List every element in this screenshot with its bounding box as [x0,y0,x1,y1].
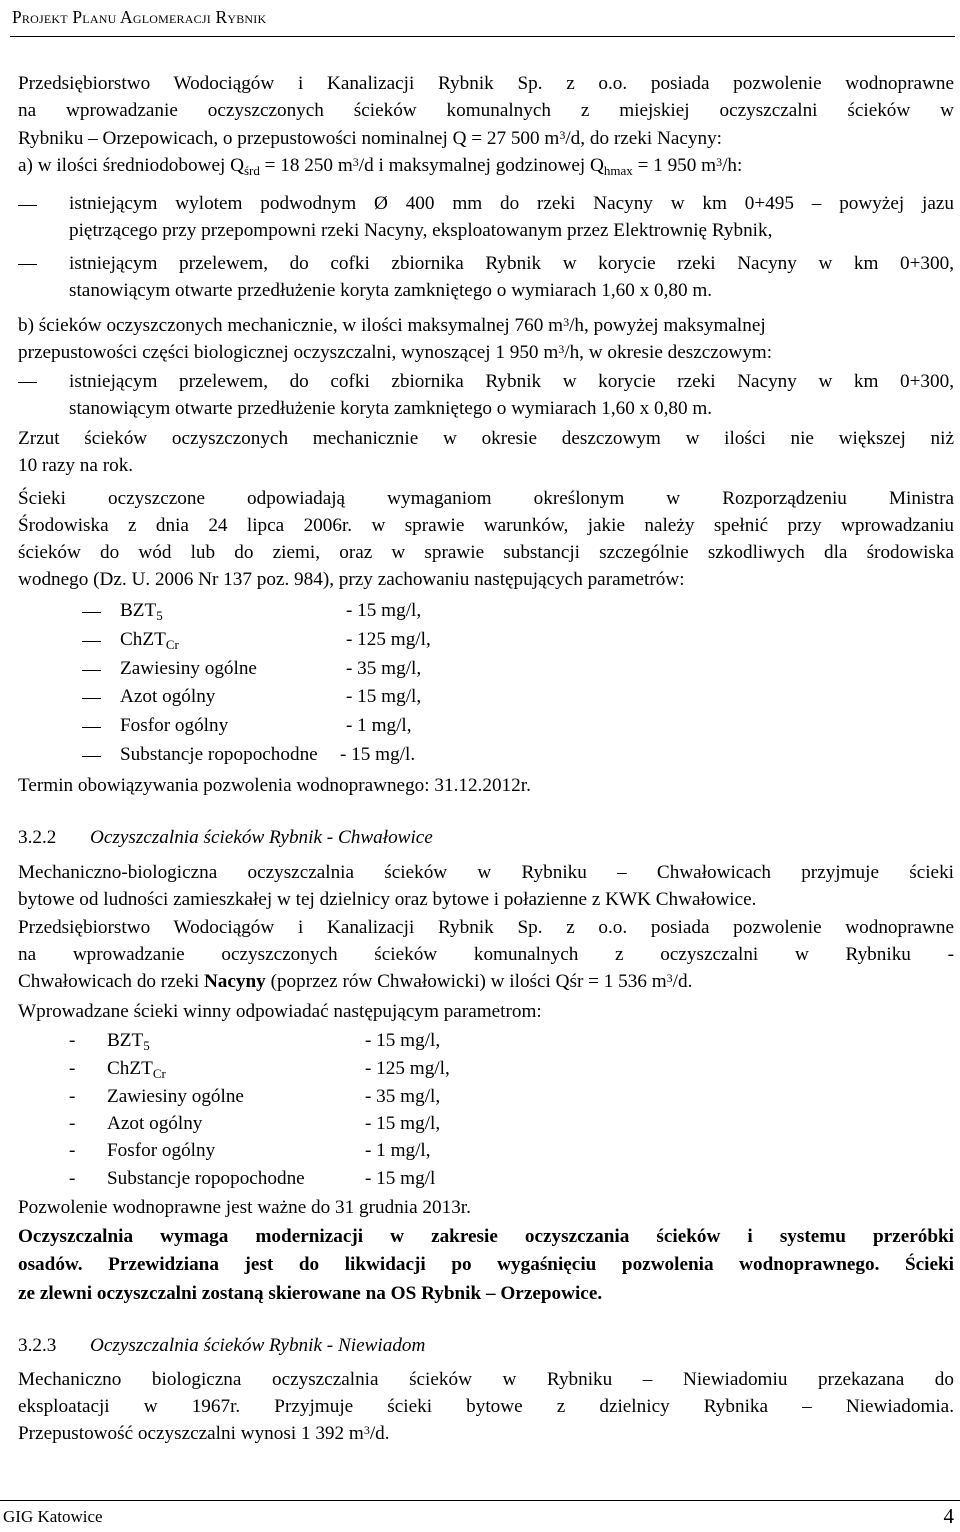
footer-org: GIG Katowice [3,1507,103,1526]
param-name: Zawiesiny ogólne [107,1086,244,1107]
bullet-dash [18,264,37,265]
text-line: na wprowadzanie oczyszczonych ścieków komunalnych z oczyszczalni w Rybniku - [18,944,954,965]
param-value: - 35 mg/l, [346,658,422,679]
param-value: - 125 mg/l, [365,1058,450,1079]
param-name: Azot ogólny [107,1113,203,1134]
param-dash [82,612,101,613]
bullet-line: istniejącym wylotem podwodnym Ø 400 mm do rzeki Nacyny w km 0+495 – powyżej jazu [69,193,954,214]
param-name: Substancje ropopochodne [107,1168,305,1189]
param-value: - 1 mg/l, [365,1140,431,1161]
param-hyphen: - [69,1086,76,1107]
param-value: - 15 mg/l [365,1168,436,1189]
text-line: Chwałowicach do rzeki Nacyny (poprzez rów Chwałowicki) w ilości Qśr = 1 536 $m^3/d$. [18,971,693,992]
param-value: - 15 mg/l, [365,1030,441,1051]
param-dash [82,727,101,728]
param-value: - 35 mg/l, [365,1086,441,1107]
bullet-line: stanowiącym otwarte przedłużenie koryta zamkniętego o wymiarach 1,60 x 0,80 m. [69,398,713,419]
text-line: b) ścieków oczyszczonych mechanicznie, w ilości maksymalnej 760 $m^3/h$, powyżej maksymalnej [18,315,766,336]
text-line: Przedsiębiorstwo Wodociągów i Kanalizacji Rybnik Sp. z o.o. posiada pozwolenie wodnoprawne [18,917,954,938]
bold-line: ze zlewni oczyszczalni zostaną skierowane na OS Rybnik – Orzepowice. [18,1283,603,1304]
param-value: - 15 mg/l, [346,600,422,621]
text-line: Zrzut ścieków oczyszczonych mechanicznie w okresie deszczowym w ilości nie większej niż [18,428,954,449]
section-heading: 3.2.2 Oczyszczalnia ścieków Rybnik - Chwałowice [18,827,433,848]
page-footer [0,1500,960,1532]
bold-line: osadów. Przewidziana jest do likwidacji po wygaśnięciu pozwolenia wodnoprawnego. Ścieki [18,1254,954,1275]
param-value: - 125 mg/l, [346,629,431,650]
param-dash [82,756,101,757]
param-hyphen: - [69,1030,76,1051]
page-header [10,0,955,37]
text-line: Przedsiębiorstwo Wodociągów i Kanalizacji Rybnik Sp. z o.o. posiada pozwolenie wodnoprawne [18,73,954,94]
section-heading: 3.2.3 Oczyszczalnia ścieków Rybnik - Niewiadom [18,1335,426,1356]
text-line: 10 razy na rok. [18,455,134,476]
header-title: Projekt Planu Aglomeracji Rybnik [12,7,267,27]
bold-line: Oczyszczalnia wymaga modernizacji w zakresie oczyszczania ścieków i systemu przeróbki [18,1226,954,1247]
text-line: przepustowości części biologicznej oczyszczalni, wynoszącej 1 950 $m^3/h$, w okresie deszczowym: [18,342,773,363]
text-line: a) w ilości średniodobowej $Q_{śrd} = 18$ 250 $m^3/d$ i maksymalnej godzinowej $Q_{hmax} = 1$ 950 $m^3/h$: [18,155,743,178]
text-line: Wprowadzane ścieki winny odpowiadać następującym parametrom: [18,1001,542,1022]
bullet-line: istniejącym przelewem, do cofki zbiornika Rybnik w korycie rzeki Nacyny w km 0+300, [69,253,954,274]
param-name: Substancje ropopochodne [120,744,318,765]
param-hyphen: - [69,1058,76,1079]
param-name: Fosfor ogólny [120,715,229,736]
param-value: - 1 mg/l, [346,715,412,736]
param-value: - 15 mg/l, [365,1113,441,1134]
param-value: - 15 mg/l, [346,686,422,707]
text-line: Środowiska z dnia 24 lipca 2006r. w sprawie warunków, jakie należy spełnić przy wprowadzaniu [18,515,954,536]
text-line: ścieków do wód lub do ziemi, oraz w sprawie substancji szczególnie szkodliwych dla środowiska [18,542,954,563]
text-line: Mechaniczno-biologiczna oczyszczalnia ścieków w Rybniku – Chwałowicach przyjmuje ścieki [18,862,954,883]
param-name: Azot ogólny [120,686,216,707]
param-hyphen: - [69,1113,76,1134]
param-hyphen: - [69,1140,76,1161]
param-name: $BZT_5$ [107,1030,150,1053]
bullet-dash [18,205,37,206]
bullet-line: stanowiącym otwarte przedłużenie koryta zamkniętego o wymiarach 1,60 x 0,80 m. [69,280,713,301]
text-line: bytowe od ludności zamieszkałej w tej dzielnicy oraz bytowe i połazienne z KWK Chwałowice. [18,889,757,910]
param-name: Fosfor ogólny [107,1140,216,1161]
param-name: ChZT$_{Cr}$ [120,629,179,652]
param-dash [82,641,101,642]
text-line: Rybniku – Orzepowicach, o przepustowości nominalnej Q = 27 500 $m^3/d$, do rzeki Nacyny: [18,128,722,149]
text-line: Termin obowiązywania pozwolenia wodnoprawnego: 31.12.2012r. [18,775,531,796]
bullet-dash [18,382,37,383]
text-line: Mechaniczno biologiczna oczyszczalnia ścieków w Rybniku – Niewiadomiu przekazana do [18,1369,954,1390]
text-line: Ścieki oczyszczone odpowiadają wymaganiom określonym w Rozporządzeniu Ministra [18,488,954,509]
text-line: Pozwolenie wodnoprawne jest ważne do 31 grudnia 2013r. [18,1197,471,1218]
bullet-line: piętrzącego przy przepompowni rzeki Nacyny, eksploatowanym przez Elektrownię Rybnik, [69,220,773,241]
param-name: Zawiesiny ogólne [120,658,257,679]
param-value: - 15 mg/l. [340,744,416,765]
text-line: na wprowadzanie oczyszczonych ścieków komunalnych z miejskiej oczyszczalni ścieków w [18,100,954,121]
text-line: eksploatacji w 1967r. Przyjmuje ścieki bytowe z dzielnicy Rybnika – Niewiadomia. [18,1396,954,1417]
text-line: wodnego (Dz. U. 2006 Nr 137 poz. 984), przy zachowaniu następujących parametrów: [18,569,685,590]
text-line: Przepustowość oczyszczalni wynosi 1 392 $m^3/d$. [18,1423,390,1444]
param-dash [82,670,101,671]
param-dash [82,698,101,699]
bullet-line: istniejącym przelewem, do cofki zbiornika Rybnik w korycie rzeki Nacyny w km 0+300, [69,371,954,392]
page-number: 4 [943,1504,954,1528]
param-name: ChZT$_{Cr}$ [107,1058,166,1081]
param-hyphen: - [69,1168,76,1189]
param-name: $BZT_5$ [120,600,163,623]
